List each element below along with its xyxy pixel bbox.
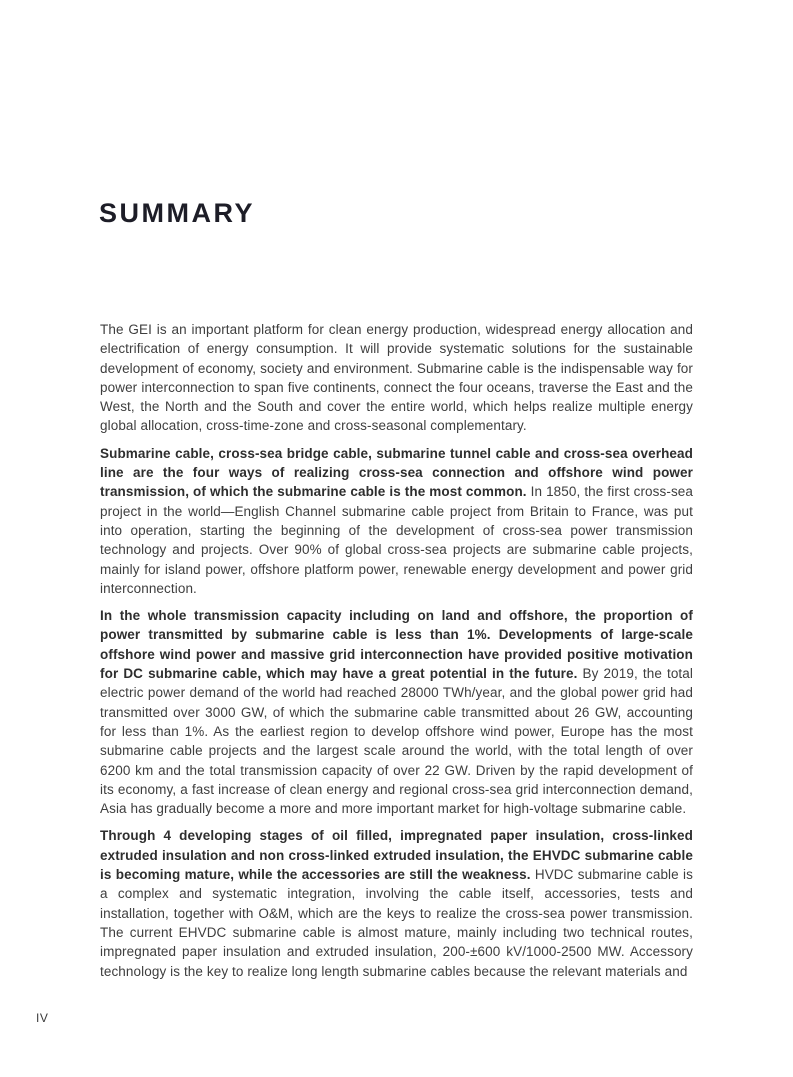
paragraph-1-text: The GEI is an important platform for clean energy production, widespread energy allocation and electrification of energy consumption. It will provide systematic solutions for the sustainable development of economy, society and environment. Submarine cable is the indispensable way for power interconnection to span five continents, connect the four oceans, traverse the East and the West, the North and the South and cover the entire world, which helps realize multiple energy global allocation, cross-time-zone and cross-seasonal complementary. <box>100 322 693 434</box>
paragraph-2-bold-lead: Submarine cable, cross-sea bridge cable, submarine tunnel cable and cross-sea overhead line are the four ways of realizing cross-sea connection and offshore wind power transmission, of which the submarine cable is the most common. <box>100 445 693 500</box>
paragraph-4 <box>100 826 693 980</box>
paragraph-2-text: In 1850, the first cross-sea project in the world—English Channel submarine cable project from Britain to France, was put into operation, starting the beginning of the development of cross-sea power transmission technology and projects. Over 90% of global cross-sea projects are submarine cable projects, mainly for island power, offshore platform power, renewable energy development and power grid interconnection. <box>100 484 694 596</box>
paragraph-4-bold-lead: Through 4 developing stages of oil filled, impregnated paper insulation, cross-linked extruded insulation and non cross-linked extruded insulation, the EHVDC submarine cable is becoming mature, while the accessories are still the weakness. <box>100 828 693 883</box>
paragraph-2 <box>100 444 693 598</box>
page-number: IV <box>36 1011 49 1025</box>
paragraph-4-text: HVDC submarine cable is a complex and systematic integration, involving the cable itself, accessories, tests and installation, together with O&M, which are the keys to realize the cross-sea power transmission. The current EHVDC submarine cable is almost mature, mainly including two technical routes, impregnated paper insulation and extruded insulation, 200-±600 kV/1000-2500 MW. Accessory technology is the key to realize long length submarine cables because the relevant materials and <box>100 867 693 979</box>
paragraph-3-bold-lead: In the whole transmission capacity including on land and offshore, the proportion of power transmitted by submarine cable is less than 1%. Developments of large-scale offshore wind power and massive grid interconnection have provided positive motivation for DC submarine cable, which may have a great potential in the future. <box>100 608 693 682</box>
paragraph-3 <box>100 606 693 818</box>
paragraph-1 <box>100 320 693 436</box>
page-title: SUMMARY <box>99 198 255 228</box>
summary-body <box>100 320 693 989</box>
paragraph-3-text: By 2019, the total electric power demand of the world had reached 28000 TWh/year, and the global power grid had transmitted over 3000 GW, of which the submarine cable transmitted about 26 GW, accounting for less than 1%. As the earliest region to develop offshore wind power, Europe has the most submarine cable projects and the largest scale around the world, with the total length of over 6200 km and the total transmission capacity of over 22 GW. Driven by the rapid development of its economy, a fast increase of clean energy and regional cross-sea grid interconnection demand, Asia has gradually become a more and more important market for high-voltage submarine cable. <box>100 666 693 817</box>
